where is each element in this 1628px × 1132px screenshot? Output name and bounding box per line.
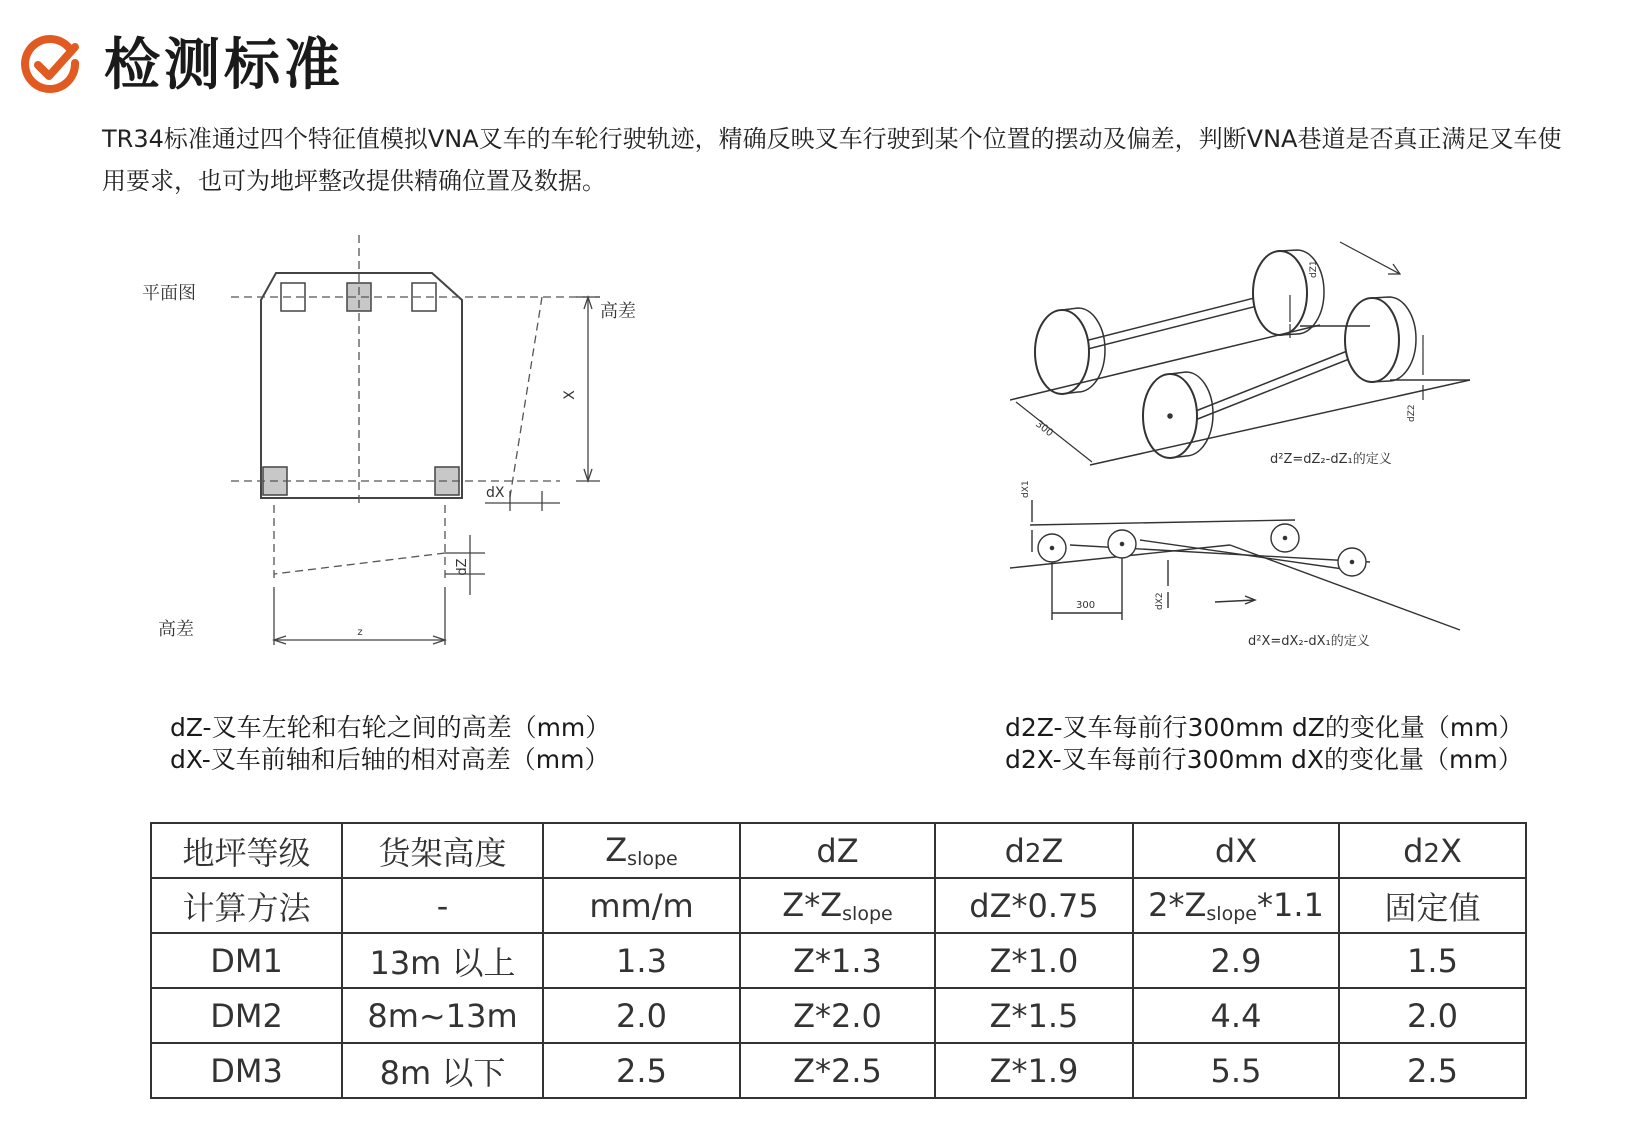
header-grade: 地坪等级 [151,823,342,878]
intro-paragraph: TR34标准通过四个特征值模拟VNA叉车的车轮行驶轨迹，精确反映叉车行驶到某个位置的摆动及偏差，判断VNA巷道是否真正满足叉车使用要求，也可为地坪整改提供精确位置及数据。 [102,125,1562,195]
x-dimension-label: X [562,390,578,400]
method-dz: $Z*Z_{slope}$ [740,878,935,933]
cell-d2z: Z*1.0 [935,933,1133,988]
dz1-label: dZ1 [1309,260,1319,278]
header-dx: dX [1133,823,1339,878]
table-method-row [151,878,1526,933]
dz2-label: dZ2 [1407,404,1417,422]
header-dz: dZ [740,823,935,878]
table-row [151,988,1526,1043]
cell-zslope: 2.0 [543,988,740,1043]
dim-300-top: 300 [1033,418,1055,440]
cell-grade: DM2 [151,988,342,1043]
method-zslope: mm/m [543,878,740,933]
cell-dz: Z*2.5 [740,1043,935,1098]
caption-d2x: d2X-叉车每前行300mm dX的变化量（mm） [1005,745,1523,774]
table-header-row [151,823,1526,878]
table-row [151,933,1526,988]
cell-dx: 2.9 [1133,933,1339,988]
dx2-label: dX2 [1155,592,1165,610]
plan-label: 平面图 [142,283,196,304]
header-zslope: $Z_{slope}$ [543,823,740,878]
axle-deviation-diagram [1010,240,1510,680]
cell-dz: Z*1.3 [740,933,935,988]
method-label: 计算方法 [151,878,342,933]
caption-dz: dZ-叉车左轮和右轮之间的高差（mm） [170,713,611,742]
cell-dx: 5.5 [1133,1043,1339,1098]
section-header [20,30,344,102]
cell-grade: DM3 [151,1043,342,1098]
plan-view-diagram [140,235,640,675]
check-circle-icon [20,35,82,97]
height-diff-label-bottom: 高差 [158,619,194,640]
cell-height: 8m~13m [342,988,543,1043]
cell-grade: DM1 [151,933,342,988]
z-label: z [357,627,363,638]
cell-dx: 4.4 [1133,988,1339,1043]
formula-d2x: d²X=dX₂-dX₁的定义 [1248,634,1370,649]
formula-d2z: d²Z=dZ₂-dZ₁的定义 [1270,452,1392,467]
method-d2z: dZ*0.75 [935,878,1133,933]
dz-label: dZ [455,558,470,576]
page-title: 检测标准 [104,33,344,98]
cell-d2x: 2.5 [1339,1043,1526,1098]
dx1-label: dX1 [1021,480,1031,498]
floor-grade-table [150,822,1527,1099]
cell-d2z: Z*1.9 [935,1043,1133,1098]
caption-left [170,712,610,776]
height-diff-label-right: 高差 [600,301,636,322]
header-d2x: d2X [1339,823,1526,878]
method-d2x: 固定值 [1339,878,1526,933]
method-rack: - [342,878,543,933]
cell-d2x: 2.0 [1339,988,1526,1043]
dim-300-bottom: 300 [1076,600,1096,611]
caption-dx: dX-叉车前轴和后轴的相对高差（mm） [170,745,610,774]
header-rack-height: 货架高度 [342,823,543,878]
caption-right [1005,712,1524,776]
cell-height: 8m 以下 [342,1043,543,1098]
caption-d2z: d2Z-叉车每前行300mm dZ的变化量（mm） [1005,713,1524,742]
header-d2z: d2Z [935,823,1133,878]
cell-zslope: 2.5 [543,1043,740,1098]
cell-dz: Z*2.0 [740,988,935,1043]
cell-height: 13m 以上 [342,933,543,988]
cell-zslope: 1.3 [543,933,740,988]
method-dx: $2*Z_{slope}*1.1$ [1133,878,1339,933]
cell-d2x: 1.5 [1339,933,1526,988]
dx-label: dX [486,485,505,501]
cell-d2z: Z*1.5 [935,988,1133,1043]
table-row [151,1043,1526,1098]
